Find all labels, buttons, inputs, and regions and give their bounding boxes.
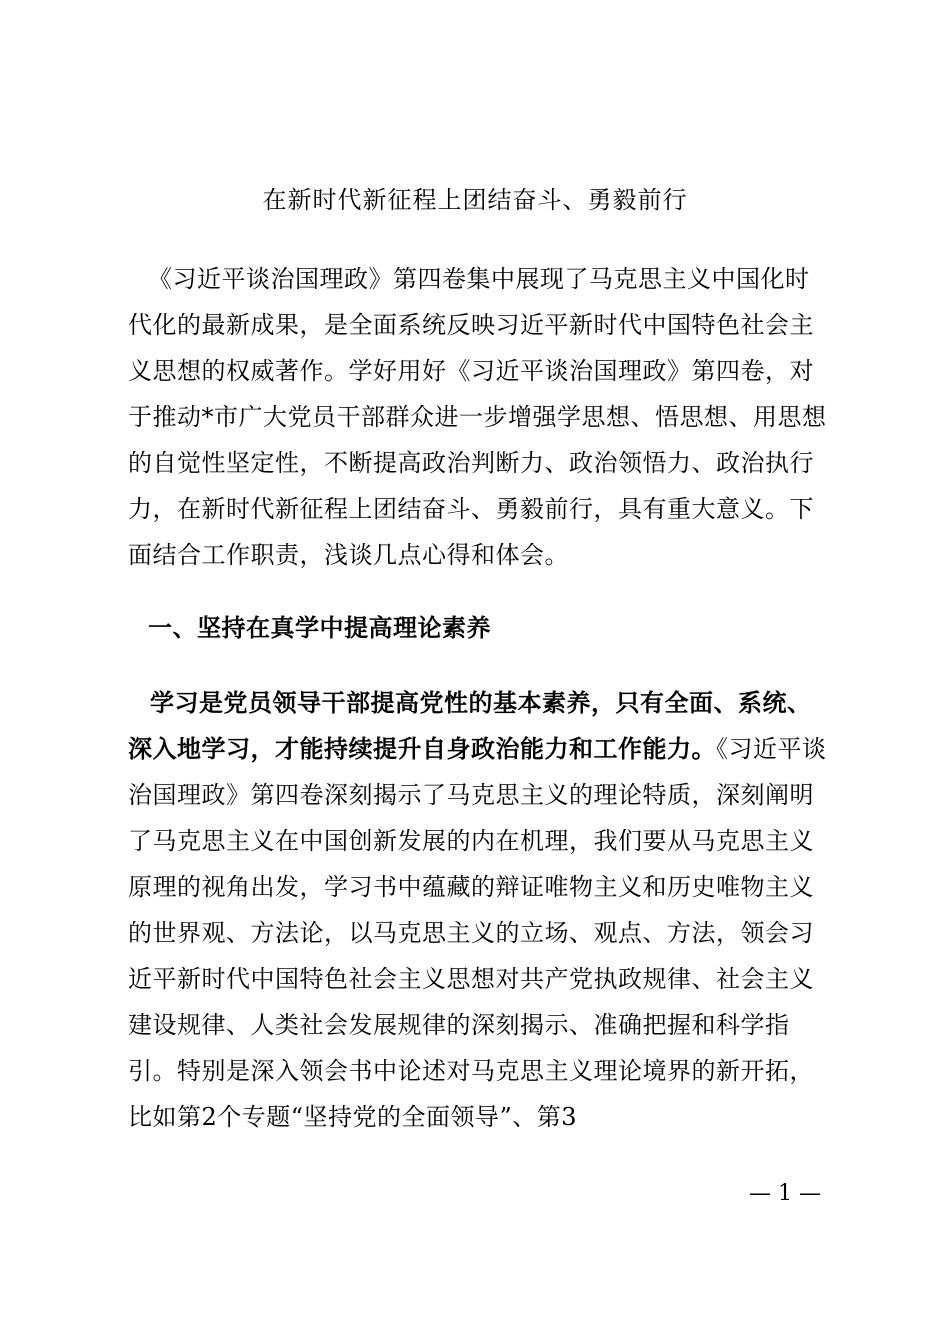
intro-paragraph: 《习近平谈治国理政》第四卷集中展现了马克思主义中国化时代化的最新成果，是全面系统反映习近平新时代中国特色社会主义思想的权威著作。学好用好《习近平谈治国理政》第四卷，对于推动*市广大党员干部群众进一步增强学思想、悟思想、用思想的自觉性坚定性，不断提高政治判断力、政治领悟力、政治执行力，在新时代新征程上团结奋斗、勇毅前行，具有重大意义。下面结合工作职责，浅谈几点心得和体会。 (128, 265, 827, 569)
page-number: — 1 — (749, 1181, 821, 1206)
section-1-paragraph (128, 680, 828, 1140)
document-title: 在新时代新征程上团结奋斗、勇毅前行 (262, 186, 688, 214)
section-1-body-text: 《习近平谈治国理政》第四卷深刻揭示了马克思主义的理论特质，深刻阐明了马克思主义在中国创新发展的内在机理，我们要从马克思主义原理的视角出发，学习书中蕴藏的辩证唯物主义和历史唯物主义的世界观、方法论，以马克思主义的立场、观点、方法，领会习近平新时代中国特色社会主义思想对共产党执政规律、社会主义建设规律、人类社会发展规律的深刻揭示、准确把握和科学指引。特别是深入领会书中论述对马克思主义理论境界的新开拓，比如第2个专题“坚持党的全面领导”、第3 (128, 735, 827, 1131)
section-1-lead-sentence: 学习是党员领导干部提高党性的基本素养，只有全面、系统、深入地学习，才能持续提升自身政治能力和工作能力。 (128, 689, 812, 763)
section-heading-1: 一、坚持在真学中提高理论素养 (148, 614, 491, 642)
